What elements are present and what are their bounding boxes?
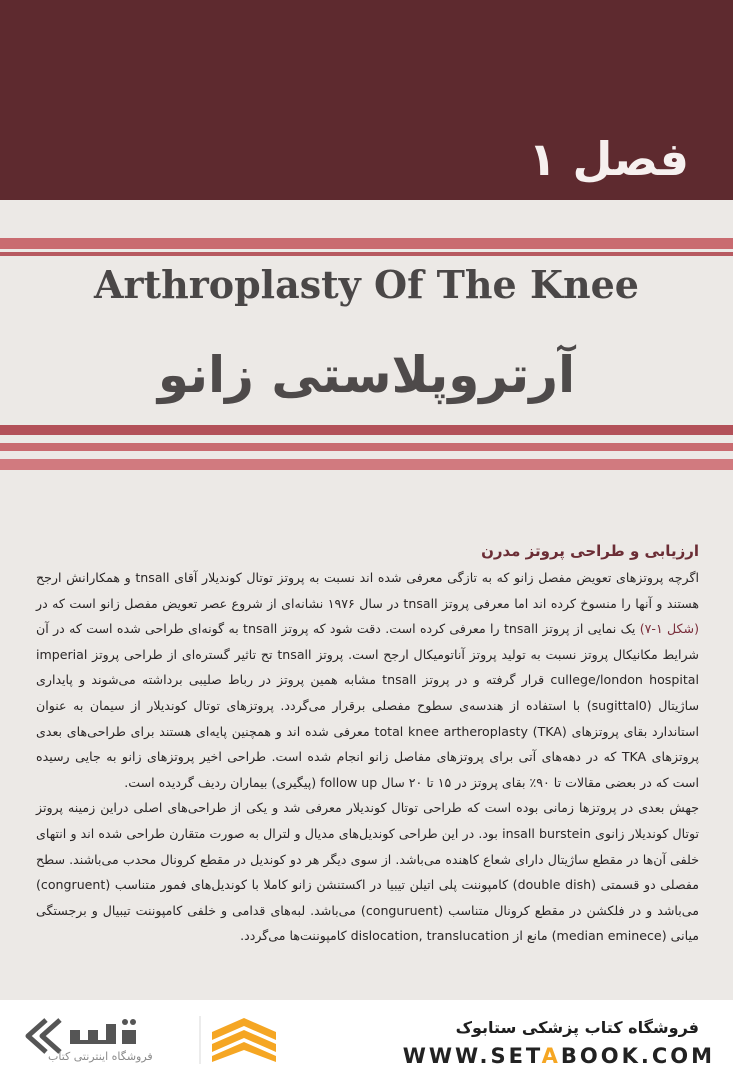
paragraph-text: یک نمایی از پروتز tnsall را معرفی کرده است. دقت شود که پروتز tnsall به گونه‌ای طراحی شده است که در آن شرایط مکانیکال پروتز نسبت به تولید پروتز آناتومیکال ارجح است. پروتز tnsall تح تاثیر گستره‌ای از طراحی پروتز imperial cullege/london hospital قرار گرفته و در پروتز tnsall مشابه همین پروتز در رباط صلیبی برداشته می‌شوند و پایداری ساژیتال (sugittal0) با استفاده از هندسه‌ی سطوح مفصلی برقرار می‌گردد. پروتزهای توتال کوندیلار از سیمان به عنوان استاندارد بقای پروتزهای total knee artheroplasty (TKA) معرفی شده اند و همچنین پایه‌ای هستند برای طراحی‌های بعدی پروتزهای TKA که در دهه‌های آتی برای پروتزهای مفاصل زانو انجام شده است. طراحی اخیر پروتزهای زانو به جایی رسیده است که در بعضی مقالات تا ۹۰٪ بقای پروتز در ۱۵ تا ۲۰ سال follow up (پیگیری) بیماران ردیف گردیده است. bbox=[36, 621, 699, 790]
decor-stripe bbox=[0, 252, 733, 256]
chapter-label: فصل ۱ bbox=[528, 132, 689, 186]
paragraph bbox=[36, 565, 699, 795]
url-accent: A bbox=[541, 1044, 561, 1068]
url-part: BOOK.COM bbox=[560, 1044, 715, 1068]
url-part: WWW.SET bbox=[402, 1044, 542, 1068]
section-heading: ارزیابی و طراحی پروتز مدرن bbox=[481, 542, 699, 560]
paragraph: جهش بعدی در پروتزها زمانی بوده است که طراحی توتال کوندیلار معرفی شد و یکی از طراحی‌های اصلی دراین زمینه پروتز توتال کوندیلار زانوی insall burstein بود. در این طراحی کوندیل‌های مدیال و لترال به صورت متقارن طراحی شده اند و انتهای خلفی آن‌ها در مقطع ساژیتال دارای شعاع کاهنده می‌باشد. از سوی دیگر هر دو کوندیل در مقطع کرونال محدب می‌باشند. سطح مفصلی دو قسمتی (double dish) کامپوننت پلی اتیلن تیبیا در اکستنشن زانو کاملا با کوندیل‌های فمور متناسب (congruent) می‌باشد و در فلکشن در مقطع کرونال متناسب (conguruent) می‌باشد. لبه‌های قدامی و خلفی کامپوننت تیبیال و برجستگی میانی (median eminece) مانع از dislocation, translucation کامپوننت‌ها می‌گردد. bbox=[36, 800, 699, 944]
paragraph-text: اگرچه پروتزهای تعویض مفصل زانو که به تازگی معرفی شده اند نسبت به پروتز توتال کوندیلار آقای tnsall و همکارانش ارجح هستند و آنها را منسوخ کرده اند اما معرفی پروتز tnsall در سال ۱۹۷۶ نشانه‌ای از شروع عصر تعویض مفصل زانو است که در bbox=[36, 570, 700, 611]
logo-subtitle: فروشگاه اینترنتی کتاب bbox=[48, 1050, 153, 1063]
shop-name: فروشگاه کتاب پزشکی ستابوک bbox=[455, 1018, 699, 1037]
body-text bbox=[36, 538, 699, 949]
decor-stripe bbox=[0, 459, 733, 470]
store-logo bbox=[22, 1010, 282, 1070]
decor-stripe bbox=[0, 425, 733, 435]
decor-stripe bbox=[0, 443, 733, 451]
decor-stripe bbox=[0, 238, 733, 249]
chapter-header-band bbox=[0, 0, 733, 200]
title-persian: آرتروپلاستی زانو bbox=[157, 346, 576, 404]
figure-reference: (شکل ۱-۷) bbox=[639, 621, 699, 637]
shop-url bbox=[403, 1044, 715, 1068]
title-english: Arthroplasty Of The Knee bbox=[94, 262, 639, 307]
store-footer bbox=[0, 1000, 733, 1080]
